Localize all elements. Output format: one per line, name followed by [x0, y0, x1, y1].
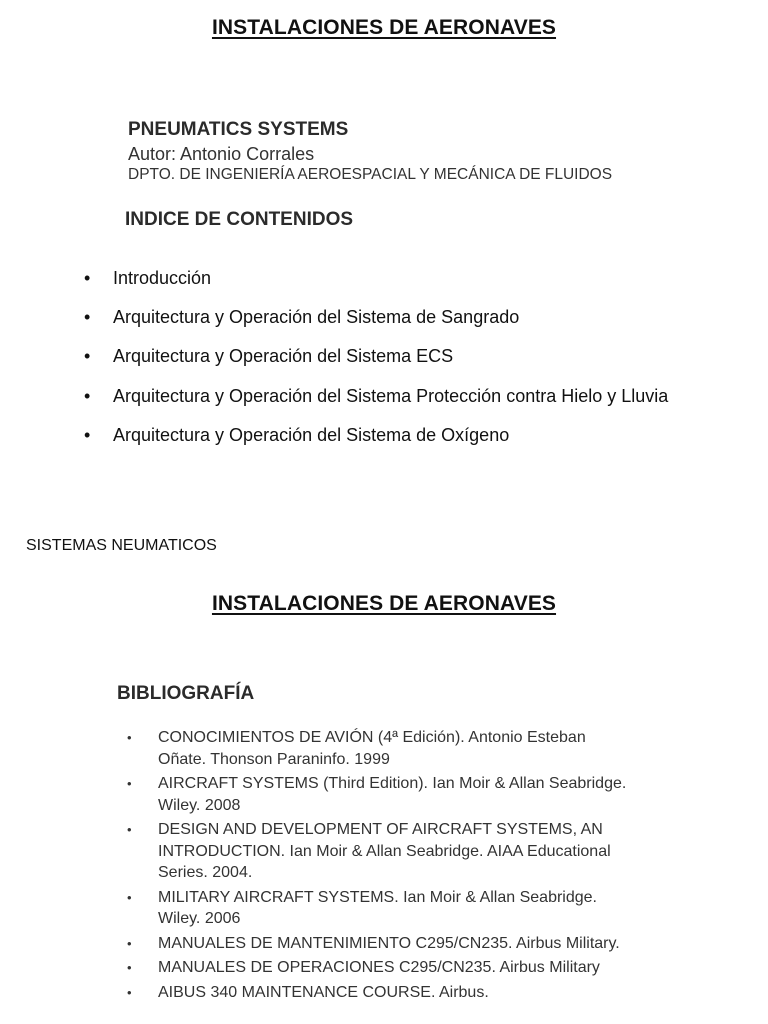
slide1-title: INSTALACIONES DE AERONAVES — [211, 16, 557, 39]
subject-heading: PNEUMATICS SYSTEMS — [128, 119, 349, 140]
toc-item-text: Arquitectura y Operación del Sistema ECS — [113, 346, 454, 367]
bullet-icon: • — [127, 822, 132, 837]
bibliography-list — [127, 727, 627, 1006]
bullet-icon: • — [127, 730, 132, 745]
bibliography-item — [127, 727, 627, 770]
bullet-icon: • — [84, 424, 91, 445]
bullet-icon: • — [84, 346, 91, 367]
bullet-icon: • — [127, 984, 132, 1000]
bibliography-item-text: MANUALES DE OPERACIONES C295/CN235. Airbus Military — [158, 959, 600, 976]
bibliography-item-text: MANUALES DE MANTENIMIENTO C295/CN235. Airbus Military. — [158, 934, 620, 952]
toc-item-text: Arquitectura y Operación del Sistema de Sangrado — [113, 307, 520, 328]
bibliography-item-text: MILITARY AIRCRAFT SYSTEMS. Ian Moir & Allan Seabridge. Wiley. 2006 — [158, 888, 597, 927]
toc-item-text: Arquitectura y Operación del Sistema de Oxígeno — [113, 424, 510, 445]
bullet-icon: • — [84, 268, 91, 288]
author-line: Autor: Antonio Corrales — [128, 144, 315, 164]
section-label: SISTEMAS NEUMATICOS — [26, 537, 217, 554]
bullet-icon: • — [127, 960, 132, 975]
bibliography-item — [127, 957, 627, 979]
bibliography-item-text: CONOCIMIENTOS DE AVIÓN (4ª Edición). Antonio Esteban Oñate. Thonson Paraninfo. 1999 — [158, 729, 586, 768]
department-line: DPTO. DE INGENIERÍA AEROESPACIAL Y MECÁNICA DE FLUIDOS — [128, 166, 613, 183]
slide2-title: INSTALACIONES DE AERONAVES — [211, 592, 557, 615]
toc-item-text: Introducción — [113, 268, 212, 288]
bibliography-item — [127, 887, 627, 930]
bullet-icon: • — [127, 889, 132, 905]
bibliography-item-text: AIBUS 340 MAINTENANCE COURSE. Airbus. — [158, 983, 489, 1001]
bibliography-item-text: DESIGN AND DEVELOPMENT OF AIRCRAFT SYSTEMS, AN INTRODUCTION. Ian Moir & Allan Seabridge. AIAA Educational Series. 2004. — [158, 821, 611, 881]
bibliography-item-text: AIRCRAFT SYSTEMS (Third Edition). Ian Moir & Allan Seabridge. Wiley. 2008 — [158, 775, 627, 814]
bibliography-heading: BIBLIOGRAFÍA — [117, 683, 255, 704]
bullet-icon: • — [84, 385, 91, 406]
bullet-icon: • — [127, 935, 132, 951]
bibliography-item — [127, 819, 627, 884]
toc-item-text: Arquitectura y Operación del Sistema Protección contra Hielo y Lluvia — [113, 385, 669, 406]
bullet-icon: • — [127, 776, 132, 791]
bibliography-item — [127, 933, 627, 955]
bibliography-item — [127, 773, 627, 816]
bibliography-item — [127, 982, 627, 1004]
index-heading: INDICE DE CONTENIDOS — [125, 209, 354, 230]
bullet-icon: • — [84, 307, 91, 328]
